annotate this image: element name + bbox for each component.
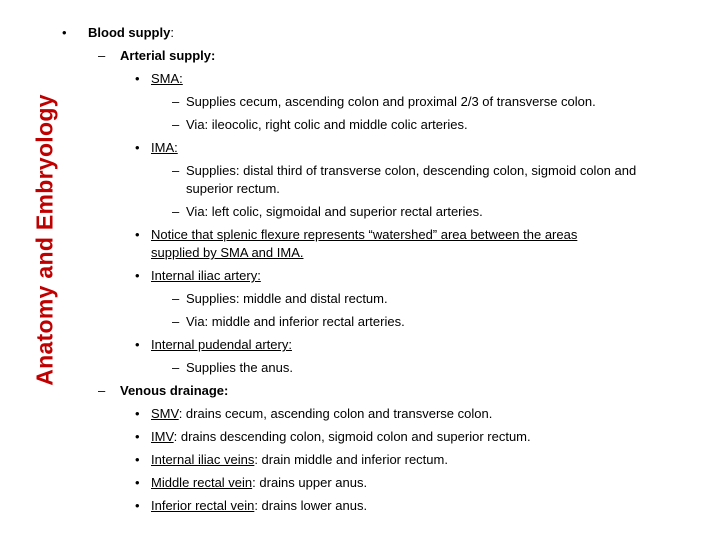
bullet-notice: • xyxy=(135,227,140,242)
venous-term: IMV xyxy=(151,429,174,444)
venous-rest: : drains upper anus. xyxy=(252,475,368,490)
internal-iliac-label: Internal iliac artery: xyxy=(151,268,261,283)
bullet-venous-item: • xyxy=(135,406,140,421)
dash-venous: – xyxy=(98,383,106,398)
blood-supply-colon: : xyxy=(170,25,174,40)
dash-ima-supplies: – xyxy=(172,163,180,178)
dash-sma-via: – xyxy=(172,117,180,132)
notice-line-1: Notice that splenic flexure represents “watershed” area between the areas xyxy=(151,227,578,242)
ima-via: Via: left colic, sigmoidal and superior rectal arteries. xyxy=(186,204,483,219)
venous-item xyxy=(151,451,448,468)
venous-rest: : drains cecum, ascending colon and transverse colon. xyxy=(178,406,493,421)
sma-label: SMA: xyxy=(151,71,183,86)
bullet-internal-iliac: • xyxy=(135,268,140,283)
blood-supply-heading xyxy=(88,24,174,41)
venous-item xyxy=(151,497,367,514)
venous-rest: : drain middle and inferior rectum. xyxy=(254,452,448,467)
venous-rest: : drains descending colon, sigmoid colon and superior rectum. xyxy=(173,429,531,444)
bullet-sma: • xyxy=(135,71,140,86)
internal-pudendal-label: Internal pudendal artery: xyxy=(151,337,292,352)
bullet-venous-item: • xyxy=(135,429,140,444)
venous-rest: : drains lower anus. xyxy=(254,498,368,513)
dash-pudendal-supplies: – xyxy=(172,360,180,375)
bullet-venous-item: • xyxy=(135,452,140,467)
internal-iliac-via: Via: middle and inferior rectal arteries. xyxy=(186,314,405,329)
bullet-venous-item: • xyxy=(135,475,140,490)
bullet-ima: • xyxy=(135,140,140,155)
dash-sma-supplies: – xyxy=(172,94,180,109)
venous-term: SMV xyxy=(151,406,179,421)
arterial-supply-heading: Arterial supply: xyxy=(120,48,216,63)
sma-supplies: Supplies cecum, ascending colon and proximal 2/3 of transverse colon. xyxy=(186,94,596,109)
sma-via: Via: ileocolic, right colic and middle colic arteries. xyxy=(186,117,468,132)
dash-ima-via: – xyxy=(172,204,180,219)
venous-term: Internal iliac veins xyxy=(151,452,255,467)
venous-item xyxy=(151,474,367,491)
venous-item xyxy=(151,405,492,422)
venous-term: Inferior rectal vein xyxy=(151,498,255,513)
ima-supplies-1: Supplies: distal third of transverse colon, descending colon, sigmoid colon and xyxy=(186,163,637,178)
dash-iliac-via: – xyxy=(172,314,180,329)
internal-iliac-supplies: Supplies: middle and distal rectum. xyxy=(186,291,388,306)
ima-supplies-2: superior rectum. xyxy=(186,181,280,196)
bullet-venous-item: • xyxy=(135,498,140,513)
notice-line-2: supplied by SMA and IMA. xyxy=(151,245,304,260)
venous-item xyxy=(151,428,531,445)
bullet-blood-supply: • xyxy=(62,25,67,40)
bullet-internal-pudendal: • xyxy=(135,337,140,352)
dash-arterial: – xyxy=(98,48,106,63)
internal-pudendal-supplies: Supplies the anus. xyxy=(186,360,293,375)
side-title: Anatomy and Embryology xyxy=(31,94,58,386)
dash-iliac-supplies: – xyxy=(172,291,180,306)
ima-label: IMA: xyxy=(151,140,178,155)
venous-drainage-heading: Venous drainage: xyxy=(120,383,229,398)
blood-supply-label: Blood supply xyxy=(88,25,171,40)
venous-term: Middle rectal vein xyxy=(151,475,253,490)
